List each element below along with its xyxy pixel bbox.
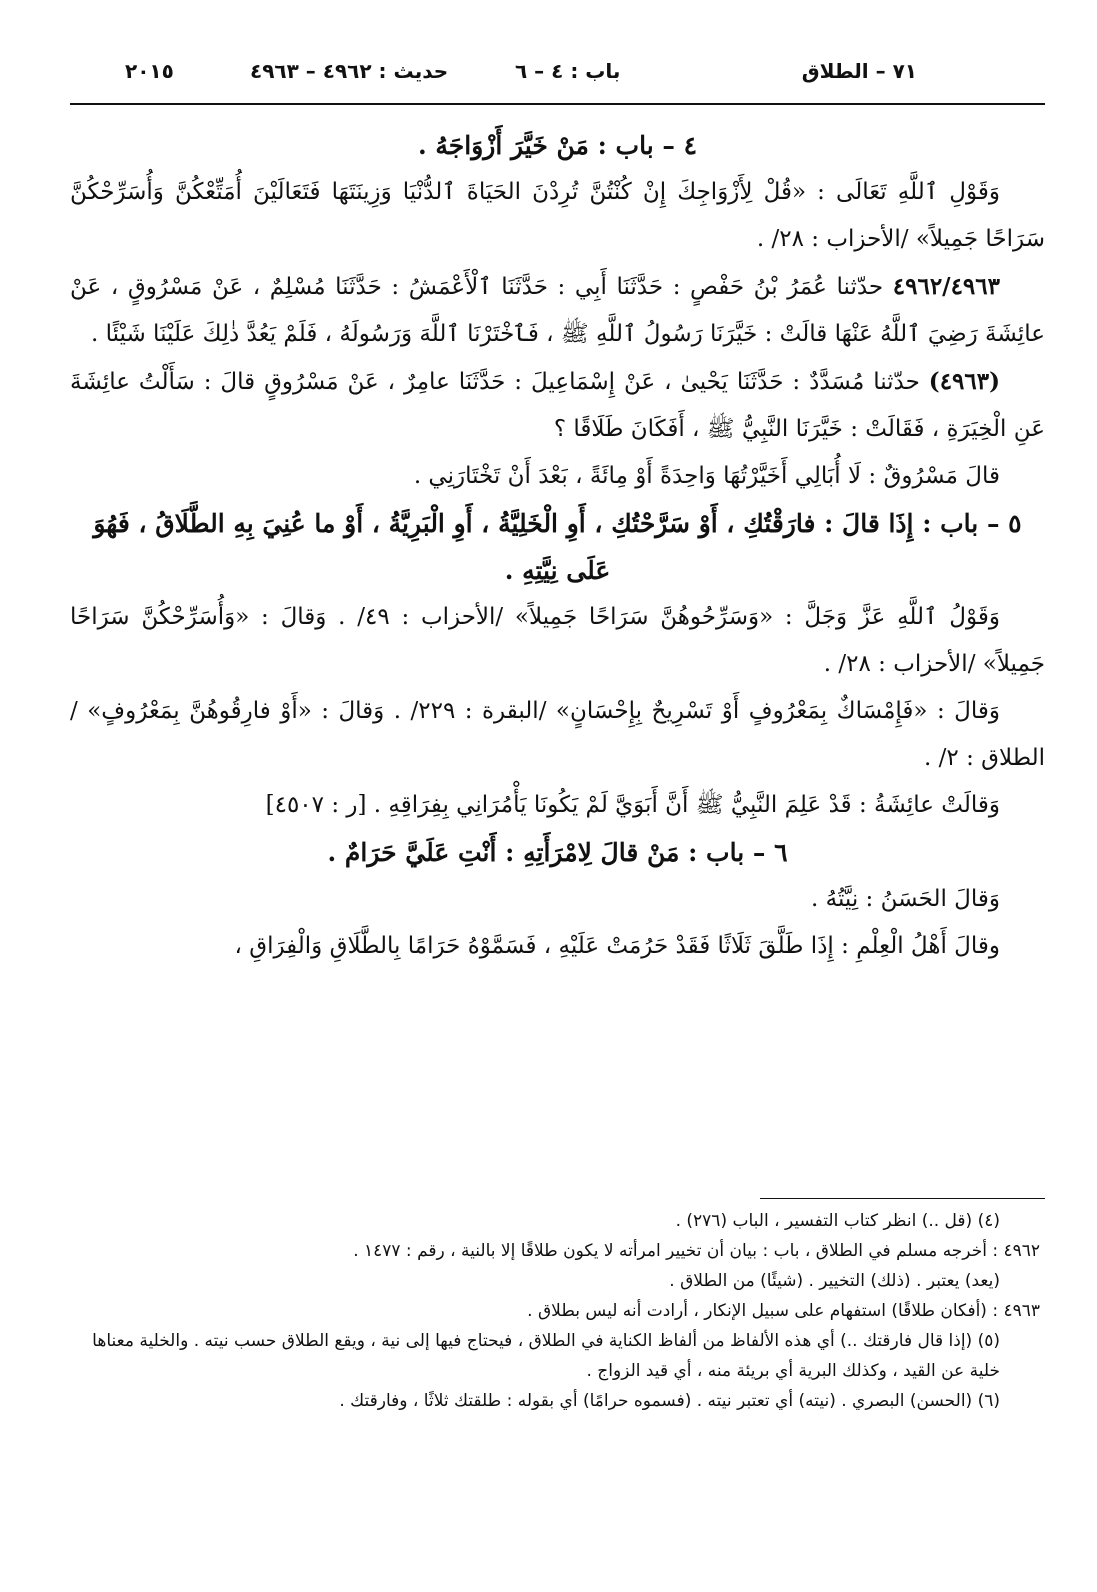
chapter-title: ٧١ – الطلاق <box>801 59 917 83</box>
footnote: ٤٩٦٢ : أخرجه مسلم في الطلاق ، باب : بيان أن تخيير امرأته لا يكون طلاقًا إلا بالنية ، رقم : ١٤٧٧ . <box>353 1241 1040 1261</box>
aisha-statement: وَقالَتْ عائِشَةُ : قَدْ عَلِمَ النَّبِيُّ ﷺ أَنَّ أَبَوَيَّ لَمْ يَكُونَا يَأْمُرَانِي بِفِرَاقِهِ . [ر : ٤٥٠٧] <box>265 792 1000 818</box>
footnote-rule <box>760 1198 1045 1199</box>
hadith-4962 <box>70 263 1045 358</box>
footnote: ٤٩٦٣ : (أفكان طلاقًا) استفهام على سبيل الإنكار ، أرادت أنه ليس بطلاق . <box>527 1301 1040 1321</box>
footnote: (٤) (قل ..) انظر كتاب التفسير ، الباب (٢٧٦) . <box>675 1211 1000 1231</box>
footnote: (يعد) يعتبر . (ذلك) التخيير . (شيئًا) من الطلاق . <box>669 1271 1000 1291</box>
footnote: (٦) (الحسن) البصري . (نيته) أي تعتبر نيته . (فسموه حرامًا) أي بقوله : طلقتك ثلاثًا ، وفارقتك . <box>339 1391 1000 1411</box>
bab-range: باب : ٤ – ٦ <box>515 59 621 83</box>
hadith-number: ٤٩٦٢/٤٩٦٣ <box>892 273 1000 300</box>
section-heading-4: ٤ – باب : مَنْ خَيَّرَ أَزْوَاجَهُ . <box>417 131 697 160</box>
header-rule <box>70 103 1045 105</box>
hadith-text: حدّثنا عُمَرُ بْنُ حَفْصٍ : حَدَّثَنَا أَبِي : حَدَّثَنَا ٱلْأَعْمَشُ : حَدَّثَنَا مُسْلِمٌ ، عَنْ مَسْرُوقٍ ، عَنْ عائِشَةَ رَضِيَ ٱللَّهُ عَنْهَا قالَتْ : خَيَّرَنَا رَسُولُ ٱللَّهِ ﷺ ، فَٱخْتَرْنَا ٱللَّهَ وَرَسُولَهُ ، فَلَمْ يَعُدَّ ذٰلِكَ عَلَيْنَا شَيْئًا . <box>70 274 1045 347</box>
quran-quote-2: وَقَوْلُ ٱللَّهِ عَزَّ وَجَلَّ : «وَسَرِّحُوهُنَّ سَرَاحًا جَمِيلاً» /الأحزاب : ٤٩/ . وَقالَ : «وَأُسَرِّحْكُنَّ سَرَاحًا جَمِيلاً» /الأحزاب : ٢٨/ . <box>70 604 1045 677</box>
hasan-statement: وَقالَ الحَسَنُ : نِيَّتُهُ . <box>810 886 1000 912</box>
hadith-text: حدّثنا مُسَدَّدٌ : حَدَّثَنَا يَحْيىٰ ، عَنْ إِسْمَاعِيلَ : حَدَّثَنَا عامِرٌ ، عَنْ مَسْرُوقٍ قالَ : سَأَلْتُ عائِشَةَ عَنِ الْخِيَرَةِ ، فَقَالَتْ : خَيَّرَنَا النَّبِيُّ ﷺ ، أَفَكَانَ طَلَاقًا ؟ <box>70 369 1045 442</box>
section-heading-6: ٦ – باب : مَنْ قالَ لِامْرَأَتِهِ : أَنْتِ عَلَيَّ حَرَامٌ . <box>327 838 788 867</box>
hadith-number: (٤٩٦٣) <box>928 368 1000 395</box>
section-heading-5: ٥ – باب : إِذَا قالَ : فارَقْتُكِ ، أَوْ سَرَّحْتُكِ ، أَوِ الْخَلِيَّةُ ، أَوِ الْبَرِيَّةُ ، أَوْ ما عُنِيَ بِهِ الطَّلَاقُ ، فَهُوَ عَلَى نِيَّتِهِ . <box>93 509 1022 585</box>
hadith-4963 <box>70 358 1045 453</box>
page-header <box>70 55 1045 95</box>
main-text <box>70 122 1045 970</box>
footnotes <box>80 1206 1040 1416</box>
quran-quote-1: وَقَوْلِ ٱللَّهِ تَعَالَى : «قُلْ لِأَزْوَاجِكَ إِنْ كُنْتُنَّ تُرِدْنَ الحَيَاةَ ٱلدُّنْيَا وَزِينَتَهَا فَتَعَالَيْنَ أُمَتِّعْكُنَّ وَأُسَرِّحْكُنَّ سَرَاحًا جَمِيلاً» /الأحزاب : ٢٨/ . <box>70 179 1045 252</box>
masruq-statement: قالَ مَسْرُوقٌ : لَا أُبَالِي أَخَيَّرْتُهَا وَاحِدَةً أَوْ مِائَةً ، بَعْدَ أَنْ تَخْتَارَنِي . <box>413 463 1000 489</box>
scholars-statement: وقالَ أَهْلُ الْعِلْمِ : إِذَا طَلَّقَ ثَلَاثًا فَقَدْ حَرُمَتْ عَلَيْهِ ، فَسَمَّوْهُ حَرَامًا بِالطَّلَاقِ وَالْفِرَاقِ ، <box>234 933 1000 959</box>
page-number: ٢٠١٥ <box>125 59 174 83</box>
footnote: (٥) (إذا قال فارقتك ..) أي هذه الألفاظ من ألفاظ الكناية في الطلاق ، فيحتاج فيها إلى نية ، ويقع الطلاق حسب نيته . والخلية معناها خلية عن القيد ، وكذلك البرية أي بريئة منه ، أي قيد الزواج . <box>92 1331 1000 1381</box>
hadith-range: حديث : ٤٩٦٢ – ٤٩٦٣ <box>250 59 449 83</box>
quran-quote-3: وَقالَ : «فَإِمْسَاكٌ بِمَعْرُوفٍ أَوْ تَسْرِيحٌ بِإِحْسَانٍ» /البقرة : ٢٢٩/ . وَقالَ : «أَوْ فارِقُوهُنَّ بِمَعْرُوفٍ» /الطلاق : ٢/ . <box>70 698 1045 771</box>
